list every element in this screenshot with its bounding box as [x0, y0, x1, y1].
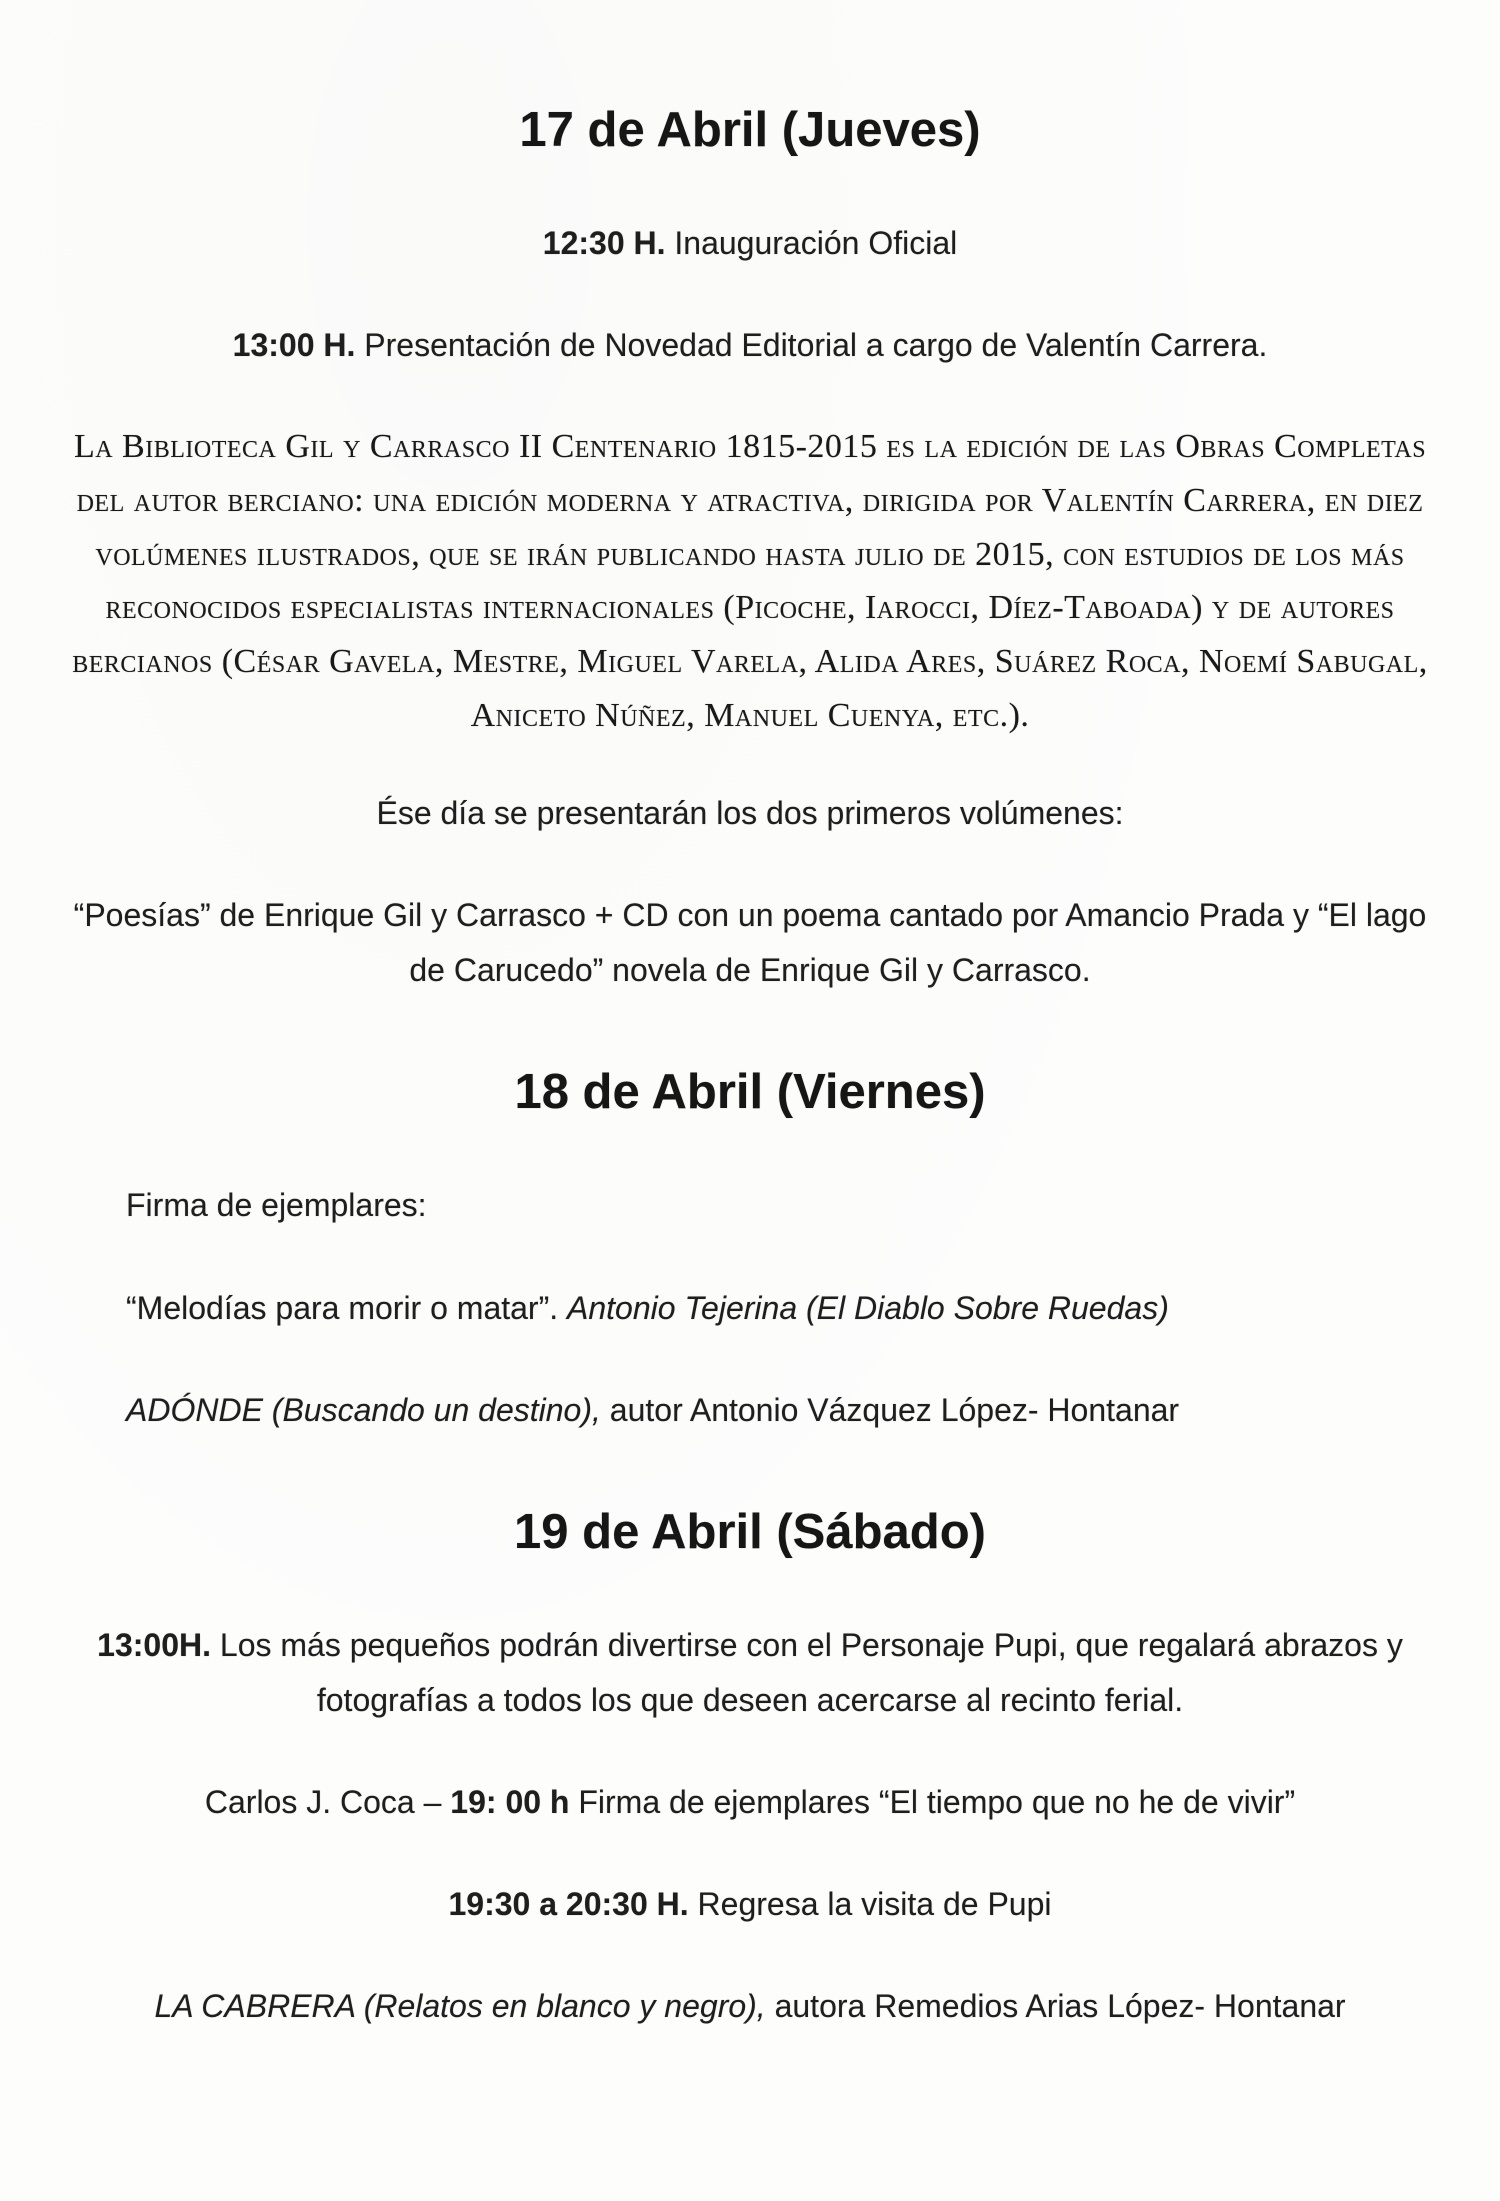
- event-coca-name: Carlos J. Coca –: [204, 1783, 451, 1820]
- ese-dia-line: Ése día se presentarán los dos primeros volúmenes:: [376, 795, 1124, 832]
- event-cabrera-author: autora Remedios Arias López- Hontanar: [765, 1987, 1346, 2024]
- event-adonde-author: autor Antonio Vázquez López- Hontanar: [600, 1391, 1180, 1428]
- firma-ejemplares-line: Firma de ejemplares:: [126, 1187, 427, 1224]
- event-melodias: [62, 1281, 1438, 1336]
- event-adonde: [62, 1383, 1438, 1438]
- heading-april-19: 19 de Abril (Sábado): [514, 1504, 986, 1559]
- event-coca-time: 19: 00 h: [450, 1783, 570, 1820]
- event-pupi-text: Los más pequeños podrán divertirse con el Personaje Pupi, que regalará abrazos y fotografías a todos los que deseen acercarse al recinto ferial.: [211, 1626, 1403, 1718]
- event-regresa-time: 19:30 a 20:30 H.: [448, 1885, 689, 1922]
- biblioteca-description-paragraph: La Biblioteca Gil y Carrasco II Centenario 1815-2015 es la edición de las Obras Completas del autor berciano: una edición moderna y atractiva, dirigida por Valentín Carrera, en diez volúmenes ilustrados, que se irán publicando hasta julio de 2015, con estudios de los más reconocidos especialistas internacionales (Picoche, Iarocci, Díez-Taboada) y de autores bercianos (César Gavela, Mestre, Miguel Varela, Alida Ares, Suárez Roca, Noemí Sabugal, Aniceto Núñez, Manuel Cuenya, etc.).: [72, 428, 1428, 734]
- event-regresa-text: Regresa la visita de Pupi: [688, 1885, 1052, 1922]
- event-inauguracion-text: Inauguración Oficial: [665, 225, 958, 261]
- event-coca: [62, 1775, 1438, 1830]
- event-inauguracion-time: 12:30 H.: [542, 225, 666, 261]
- event-cabrera-title: LA CABRERA (Relatos en blanco y negro),: [154, 1987, 766, 2024]
- heading-april-18: 18 de Abril (Viernes): [514, 1065, 986, 1120]
- event-inauguracion: [62, 216, 1438, 271]
- event-presentacion: [62, 318, 1438, 373]
- event-adonde-title: ADÓNDE (Buscando un destino),: [126, 1391, 601, 1428]
- volumenes-line: “Poesías” de Enrique Gil y Carrasco + CD con un poema cantado por Amancio Prada y “El lago de Carucedo” novela de Enrique Gil y Carrasco.: [73, 897, 1427, 989]
- event-cabrera: [54, 1979, 1446, 2034]
- event-presentacion-time: 13:00 H.: [232, 327, 356, 364]
- event-presentacion-text: Presentación de Novedad Editorial a cargo de Valentín Carrera.: [355, 327, 1268, 364]
- event-pupi: [62, 1618, 1438, 1728]
- event-melodias-title: “Melodías para morir o matar”.: [126, 1289, 568, 1326]
- heading-april-17: 17 de Abril (Jueves): [519, 103, 981, 157]
- event-regresa-pupi: [62, 1877, 1438, 1932]
- event-coca-text: Firma de ejemplares “El tiempo que no he de vivir”: [569, 1783, 1296, 1820]
- event-pupi-time: 13:00H.: [97, 1626, 211, 1663]
- event-melodias-author: Antonio Tejerina (El Diablo Sobre Ruedas): [567, 1289, 1169, 1326]
